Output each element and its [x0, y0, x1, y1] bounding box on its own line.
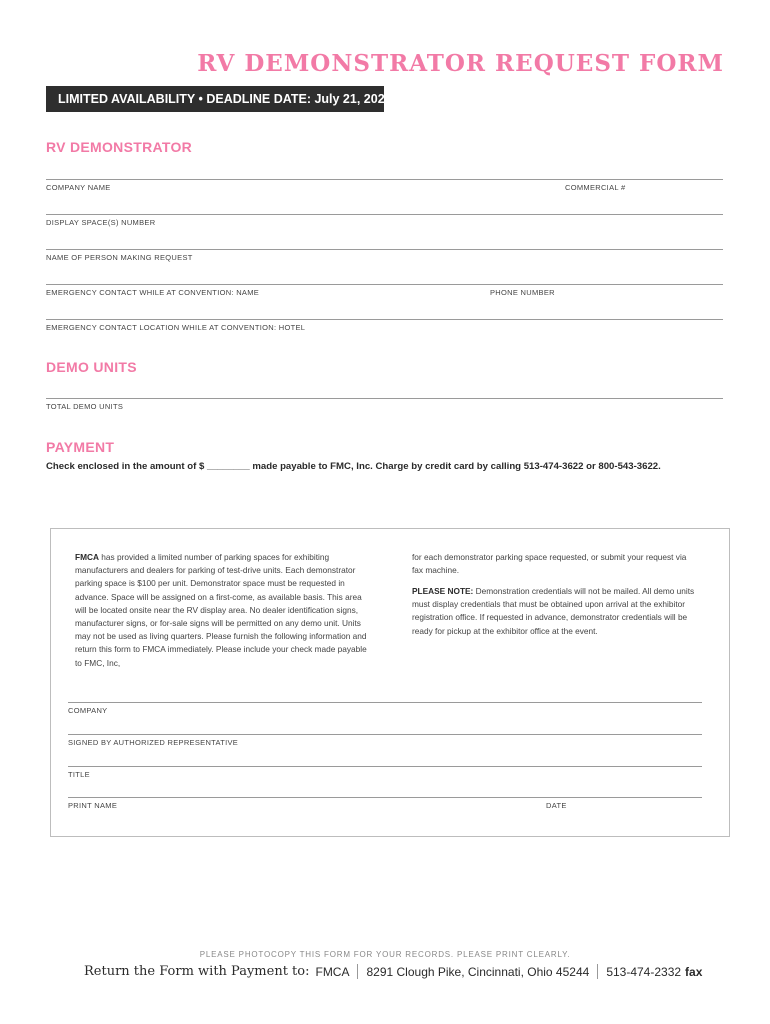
title-field[interactable] [68, 766, 702, 767]
emergency-contact-name-label: EMERGENCY CONTACT WHILE AT CONVENTION: NAME [46, 288, 260, 297]
requester-name-field[interactable] [46, 249, 723, 250]
emergency-contact-location-label: EMERGENCY CONTACT LOCATION WHILE AT CONVENTION: HOTEL [46, 323, 306, 332]
company-name-label: COMPANY NAME [46, 183, 111, 192]
please-note-paragraph [412, 585, 697, 638]
phone-number-label: PHONE NUMBER [490, 288, 555, 297]
emergency-contact-location-field[interactable] [46, 319, 723, 320]
display-space-field[interactable] [46, 214, 723, 215]
return-lead: Return the Form with Payment to: [84, 964, 310, 979]
please-note-text: Demonstration credentials will not be mailed. All demo units must display credentials that must be obtained upon arrival at the exhibitor registration office. If requested in advance, demonstrator credentials will be ready for pickup at the exhibitor office at the event. [412, 586, 695, 636]
demo-units-heading: DEMO UNITS [46, 359, 137, 375]
box-company-field[interactable] [68, 702, 702, 703]
total-demo-units-label: TOTAL DEMO UNITS [46, 402, 124, 411]
signature-label: SIGNED BY AUTHORIZED REPRESENTATIVE [68, 738, 239, 747]
box-company-label: COMPANY [68, 706, 108, 715]
payment-instructions: Check enclosed in the amount of $ ________ made payable to FMC, Inc. Charge by credit card by calling 513-474-3622 or 800-543-3622. [46, 461, 661, 472]
total-demo-units-field[interactable] [46, 398, 723, 399]
info-right-paragraph [412, 551, 697, 577]
divider [597, 964, 598, 979]
divider [357, 964, 358, 979]
signature-field[interactable] [68, 734, 702, 735]
date-label: DATE [546, 801, 567, 810]
display-space-label: DISPLAY SPACE(S) NUMBER [46, 218, 156, 227]
fmca-bold: FMCA [75, 552, 99, 562]
requester-name-label: NAME OF PERSON MAKING REQUEST [46, 253, 193, 262]
title-label: TITLE [68, 770, 90, 779]
emergency-contact-name-field[interactable] [46, 284, 723, 285]
company-name-field[interactable] [46, 179, 723, 180]
info-right-text: for each demonstrator parking space requested, or submit your request via fax machine. [412, 552, 687, 576]
commercial-number-label: COMMERCIAL # [565, 183, 626, 192]
form-title: RV DEMONSTRATOR REQUEST FORM [197, 50, 724, 77]
info-left-paragraph [75, 551, 375, 670]
photocopy-note: PLEASE PHOTOCOPY THIS FORM FOR YOUR RECORDS. PLEASE PRINT CLEARLY. [199, 950, 571, 959]
return-org: FMCA [315, 964, 350, 979]
fax-label: fax [685, 964, 703, 979]
return-address-line [84, 964, 702, 979]
fax-number: 513-474-2332 [606, 964, 682, 979]
payment-heading: PAYMENT [46, 439, 115, 455]
deadline-banner: LIMITED AVAILABILITY • DEADLINE DATE: July 21, 2023 [46, 86, 384, 112]
please-note-bold: PLEASE NOTE: [412, 586, 474, 596]
return-address: 8291 Clough Pike, Cincinnati, Ohio 45244 [366, 964, 590, 979]
rv-demonstrator-heading: RV DEMONSTRATOR [46, 139, 193, 155]
print-name-label: PRINT NAME [68, 801, 118, 810]
print-name-field[interactable] [68, 797, 702, 798]
info-left-text: has provided a limited number of parking spaces for exhibiting manufacturers and dealers for parking of test-drive units. Each demonstrator parking space is $100 per unit. Demonstrator space must be requested in advance. Space will be assigned on a first-come, as available basis. This area will be located onsite near the RV display area. No dealer identification signs, manufacturer signs, or for-sale signs will be permitted on any demo unit. Units may not be used as living quarters. Please furnish the following information and return this form to FMCA immediately. Please include your check made payable to FMC, Inc, [75, 552, 367, 668]
